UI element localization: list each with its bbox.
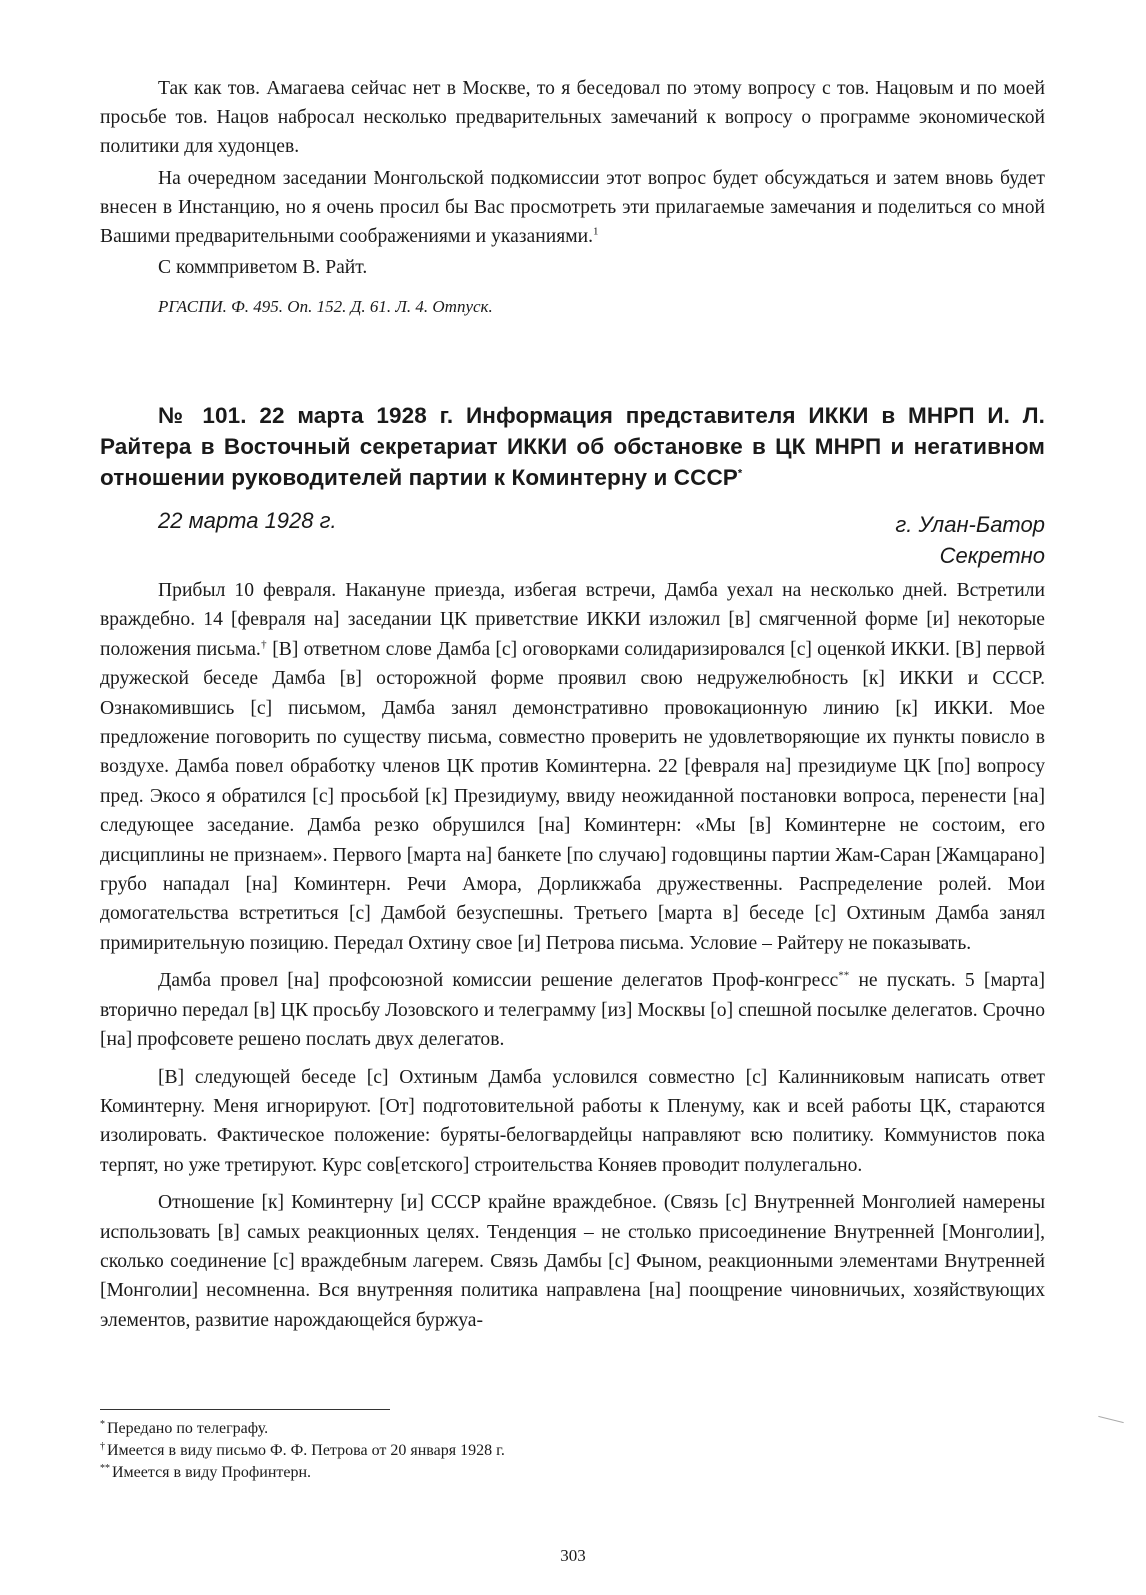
document-date: 22 марта 1928 г. xyxy=(158,508,337,533)
document-body xyxy=(100,576,1045,1343)
footnotes xyxy=(100,1418,800,1484)
footnote: * Передано по телеграфу. xyxy=(100,1418,269,1437)
body-paragraph: [В] следующей беседе [с] Охтиным Дамба условился совместно [с] Калинниковым написать ответ Коминтерну. Меня игнорируют. [От] подготовительной работы к Пленуму, как и всей работы ЦК, стараются изолировать. Фактическое положение: буряты-белогвардейцы направляют всю политику. Коммунистов пока терпят, но уже третируют. Курс сов[етского] строительства Коняев проводит полулегально. xyxy=(100,1066,1045,1176)
document-meta xyxy=(100,505,1045,567)
body-paragraph: Дамба провел [на] профсоюзной комиссии решение делегатов Проф-конгресс** не пускать. 5 [марта] вторично передал [в] ЦК просьбу Лозовского и телеграмму [из] Москвы [о] спешной посылке делегатов. Срочно [на] профсовете решено послать двух делегатов. xyxy=(100,969,1045,1051)
footnote-ref: † xyxy=(260,638,267,651)
letter-paragraph: Так как тов. Амагаева сейчас нет в Москве, то я беседовал по этому вопросу с тов. Нацовым и по моей просьбе тов. Нацов набросал несколько предварительных замечаний к вопросу о программе экономической политики для худонцев. xyxy=(100,78,1045,157)
body-paragraph: Прибыл 10 февраля. Накануне приезда, избегая встречи, Дамба уехал на несколько дней. Встретили враждебно. 14 [февраля на] заседании ЦК приветствие ИККИ изложил [в] смягченной форме [и] некоторые положения письма.† [В] ответном слове Дамба [с] оговорками солидаризировался [с] оценкой ИККИ. [В] первой дружеской беседе Дамба [в] осторожной форме проявил свою недружелюбность [к] ИККИ и СССР. Ознакомившись [с] письмом, Дамба занял демонстративно провокационную линию [к] ИККИ. Мое предложение поговорить по существу письма, совместно проверить не удовлетворяющие их пункты повисло в воздухе. Дамба повел обработку членов ЦК против Коминтерна. 22 [февраля на] президиуме ЦК [по] вопросу пред. Экосо я обратился [с] просьбой [к] Президиуму, ввиду неожиданной постановки вопроса, перенести [на] следующее заседание. Дамба резко обрушился [на] Коминтерн: «Мы [в] Коминтерне не состоим, его дисциплины не признаем». Первого [марта на] банкете [по случаю] годовщины партии Жам-Саран [Жамцарано] грубо нападал [на] Коминтерн. Речи Амора, Дорликжаба дружественны. Распределение ролей. Мои домогательства встретиться [с] Дамбой безуспешны. Третьего [марта в] беседе [с] Охтиным Дамба занял примирительную позицию. Передал Охтину свое [и] Петрова письма. Условие – Райтеру не показывать. xyxy=(100,580,1046,954)
footnote-ref: ** xyxy=(838,969,850,982)
document-heading-block xyxy=(100,400,1045,493)
footnote: † Имеется в виду письмо Ф. Ф. Петрова от 20 января 1928 г. xyxy=(100,1440,505,1459)
body-paragraph: Отношение [к] Коминтерну [и] СССР крайне враждебное. (Связь [с] Внутренней Монголией намерены использовать [в] самых реакционных целях. Тенденция – не столько присоединение Внутренней [Монголии], сколько соединение [с] враждебным лагерем. Связь Дамбы [с] Фыном, реакционными элементами Внутренней [Монголии] несомненна. Вся внутренняя политика направлена [на] поощрение чиновничьих, хозяйствующих элементов, развитие нарождающейся буржуа- xyxy=(100,1192,1045,1331)
page-number: 303 xyxy=(560,1546,586,1565)
previous-letter xyxy=(100,74,1045,319)
footnote-divider xyxy=(100,1409,390,1410)
document-place: г. Улан-Батор xyxy=(895,512,1045,537)
document-heading: № 101. 22 марта 1928 г. Информация представителя ИККИ в МНРП И. Л. Райтера в Восточный секретариат ИККИ об обстановке в ЦК МНРП и негативном отношении руководителей партии к Коминтерну и СССР* xyxy=(100,403,1045,490)
footnote-ref: 1 xyxy=(593,225,599,238)
letter-paragraph: На очередном заседании Монгольской подкомиссии этот вопрос будет обсуждаться и затем вновь будет внесен в Инстанцию, но я очень просил бы Вас просмотреть эти прилагаемые замечания и поделиться со мной Вашими предварительными соображениями и указаниями.$^1$ xyxy=(100,168,1045,247)
letter-signature: С коммприветом В. Райт. xyxy=(158,257,368,278)
document-classification: Секретно xyxy=(939,543,1045,568)
scan-artifact xyxy=(1098,1416,1123,1423)
archive-reference: РГАСПИ. Ф. 495. Оп. 152. Д. 61. Л. 4. Отпуск. xyxy=(158,297,493,316)
footnote-ref: * xyxy=(737,467,743,480)
footnote: ** Имеется в виду Профинтерн. xyxy=(100,1462,312,1481)
